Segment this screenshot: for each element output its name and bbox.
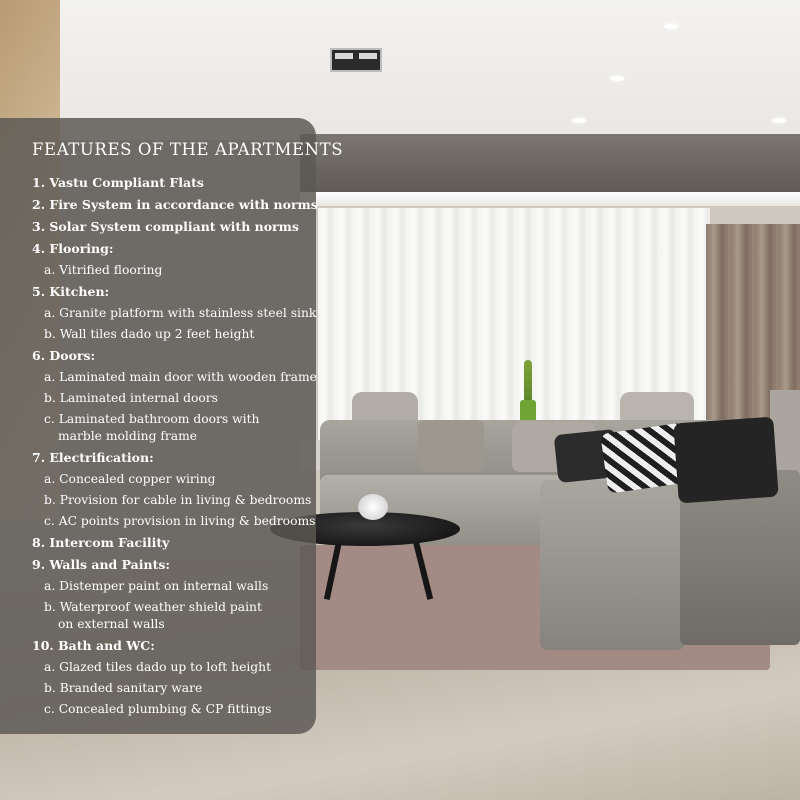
feature-item <box>32 196 318 213</box>
feature-item <box>32 637 314 718</box>
downlight <box>610 76 624 81</box>
downlight <box>664 24 678 29</box>
feature-subitem-text: b. Branded sanitary ware <box>44 681 203 695</box>
feature-subitem-text: b. Waterproof weather shield paint <box>44 600 262 614</box>
feature-subitem <box>44 471 314 488</box>
feature-item <box>32 556 314 633</box>
feature-subitem-text: a. Laminated main door with wooden frame <box>44 370 317 384</box>
panel-title: FEATURES OF THE APARTMENTS <box>32 140 344 159</box>
feature-sublist <box>44 471 314 530</box>
cushion <box>418 420 484 472</box>
feature-subitem <box>44 492 314 509</box>
feature-subitem <box>44 262 314 279</box>
feature-sublist <box>44 305 317 343</box>
feature-label: 1. Vastu Compliant Flats <box>32 175 204 190</box>
feature-label: 3. Solar System compliant with norms <box>32 219 299 234</box>
feature-label: 10. Bath and WC: <box>32 638 155 653</box>
feature-subitem <box>44 513 314 530</box>
feature-item <box>32 283 317 343</box>
feature-subitem <box>44 390 314 407</box>
feature-subitem-text: a. Glazed tiles dado up to loft height <box>44 660 272 674</box>
decor-orb <box>358 494 388 520</box>
feature-sublist <box>44 659 314 718</box>
feature-subitem-text: b. Provision for cable in living & bedrooms <box>44 493 312 507</box>
cove-light <box>300 192 800 206</box>
feature-subitem-text: c. AC points provision in living & bedrooms <box>44 514 316 528</box>
feature-sublist <box>44 578 314 633</box>
feature-label: 8. Intercom Facility <box>32 535 170 550</box>
sofa-chaise <box>540 480 685 650</box>
feature-subitem-continuation: marble molding frame <box>58 429 198 443</box>
feature-subitem-text: c. Concealed plumbing & CP fittings <box>44 702 272 716</box>
feature-subitem-text: a. Distemper paint on internal walls <box>44 579 269 593</box>
feature-subitem <box>44 680 314 697</box>
feature-item <box>32 174 314 191</box>
feature-subitem-text: c. Laminated bathroom doors with <box>44 412 260 426</box>
feature-item <box>32 449 314 530</box>
features-panel <box>0 118 344 734</box>
feature-subitem-text: b. Laminated internal doors <box>44 391 218 405</box>
feature-label: 7. Electrification: <box>32 450 154 465</box>
feature-label: 2. Fire System in accordance with norms <box>32 197 318 212</box>
feature-label: 5. Kitchen: <box>32 284 110 299</box>
feature-sublist <box>44 262 314 279</box>
ceiling-band <box>300 134 800 194</box>
feature-subitem <box>44 305 317 322</box>
feature-label: 9. Walls and Paints: <box>32 557 171 572</box>
downlight <box>572 118 586 123</box>
feature-subitem-text: a. Vitrified flooring <box>44 263 163 277</box>
feature-label: 6. Doors: <box>32 348 96 363</box>
feature-subitem-text: a. Granite platform with stainless steel sink <box>44 306 317 320</box>
feature-subitem <box>44 701 314 718</box>
feature-subitem-text: b. Wall tiles dado up 2 feet height <box>44 327 255 341</box>
feature-item <box>32 240 314 279</box>
feature-subitem <box>44 599 314 633</box>
feature-subitem <box>44 369 317 386</box>
feature-item <box>32 218 314 235</box>
features-list <box>32 174 318 722</box>
feature-item <box>32 534 314 551</box>
feature-sublist <box>44 369 317 445</box>
feature-subitem <box>44 326 314 343</box>
ceiling-vent <box>330 48 382 72</box>
feature-subitem <box>44 411 314 445</box>
feature-subitem-continuation: on external walls <box>58 617 165 631</box>
feature-subitem <box>44 578 314 595</box>
feature-subitem-text: a. Concealed copper wiring <box>44 472 216 486</box>
feature-label: 4. Flooring: <box>32 241 114 256</box>
downlight <box>772 118 786 123</box>
cushion <box>673 417 778 504</box>
feature-subitem <box>44 659 314 676</box>
feature-item <box>32 347 317 445</box>
